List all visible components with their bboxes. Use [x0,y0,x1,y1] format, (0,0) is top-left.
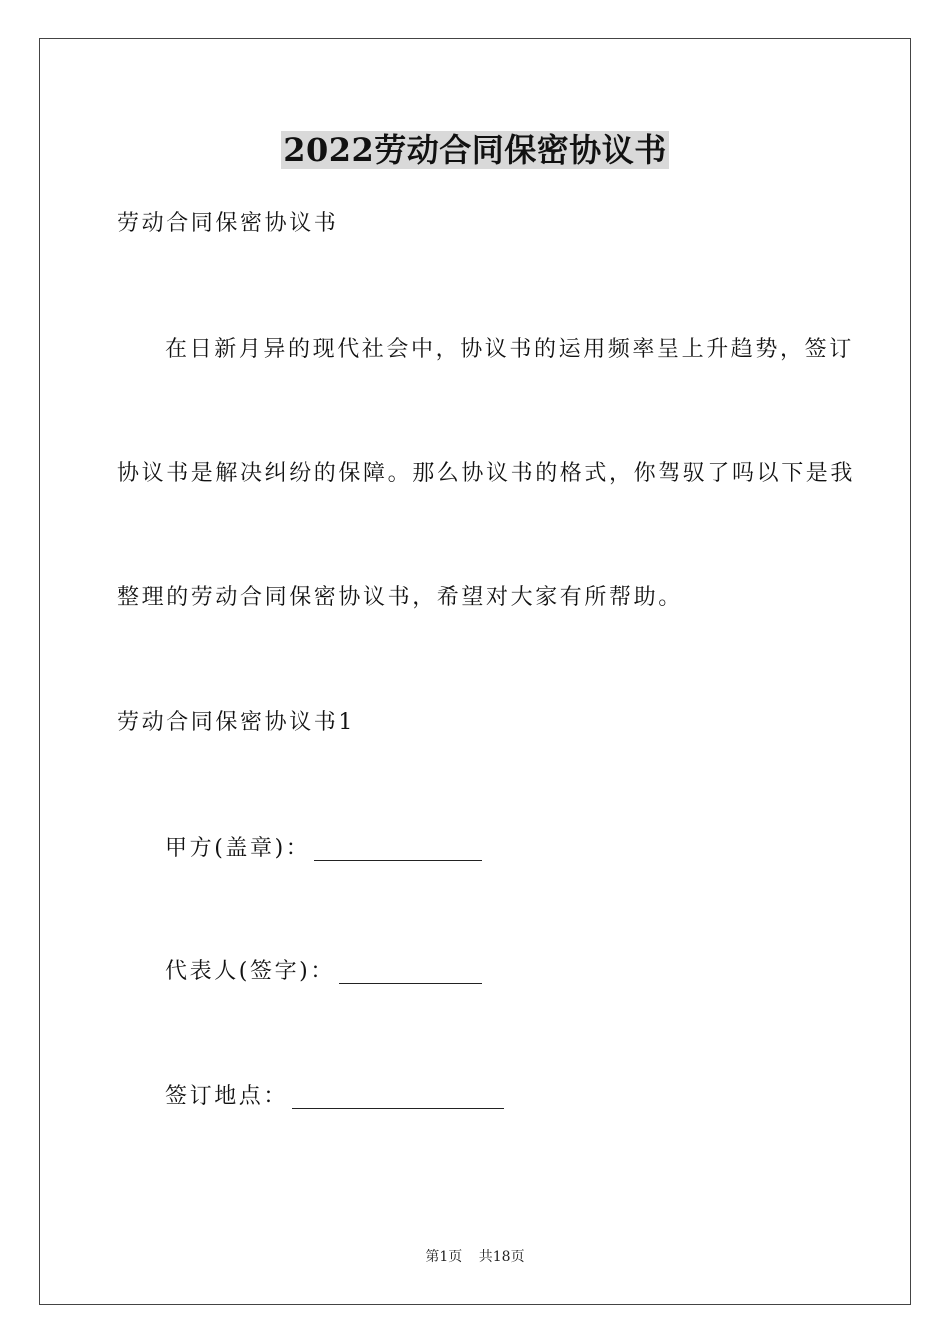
intro-line-2: 协议书是解决纠纷的保障。那么协议书的格式，你驾驭了吗以下是我 [117,461,856,486]
page-total: 共18页 [478,1249,525,1265]
signing-place-blank[interactable] [292,1086,504,1109]
document-title [0,128,950,172]
field-party-a-label: 甲方(盖章)： [165,836,311,861]
document-title-text: 2022劳动合同保密协议书 [283,131,667,169]
field-party-a [165,834,482,864]
representative-signature-blank[interactable] [339,961,482,984]
field-signing-place [165,1082,504,1112]
intro-line-3: 整理的劳动合同保密协议书，希望对大家有所帮助。 [117,585,683,610]
intro-line-1: 在日新月异的现代社会中，协议书的运用频率呈上升趋势，签订 [165,337,854,362]
field-representative [165,957,482,987]
field-representative-label: 代表人(签字)： [165,959,335,984]
party-a-seal-blank[interactable] [314,838,482,861]
section-heading: 劳动合同保密协议书1 [117,710,355,735]
page-footer [0,1247,950,1267]
document-subtitle: 劳动合同保密协议书 [117,211,339,236]
page-number: 第1页 [425,1249,463,1265]
field-signing-place-label: 签订地点： [165,1084,289,1109]
